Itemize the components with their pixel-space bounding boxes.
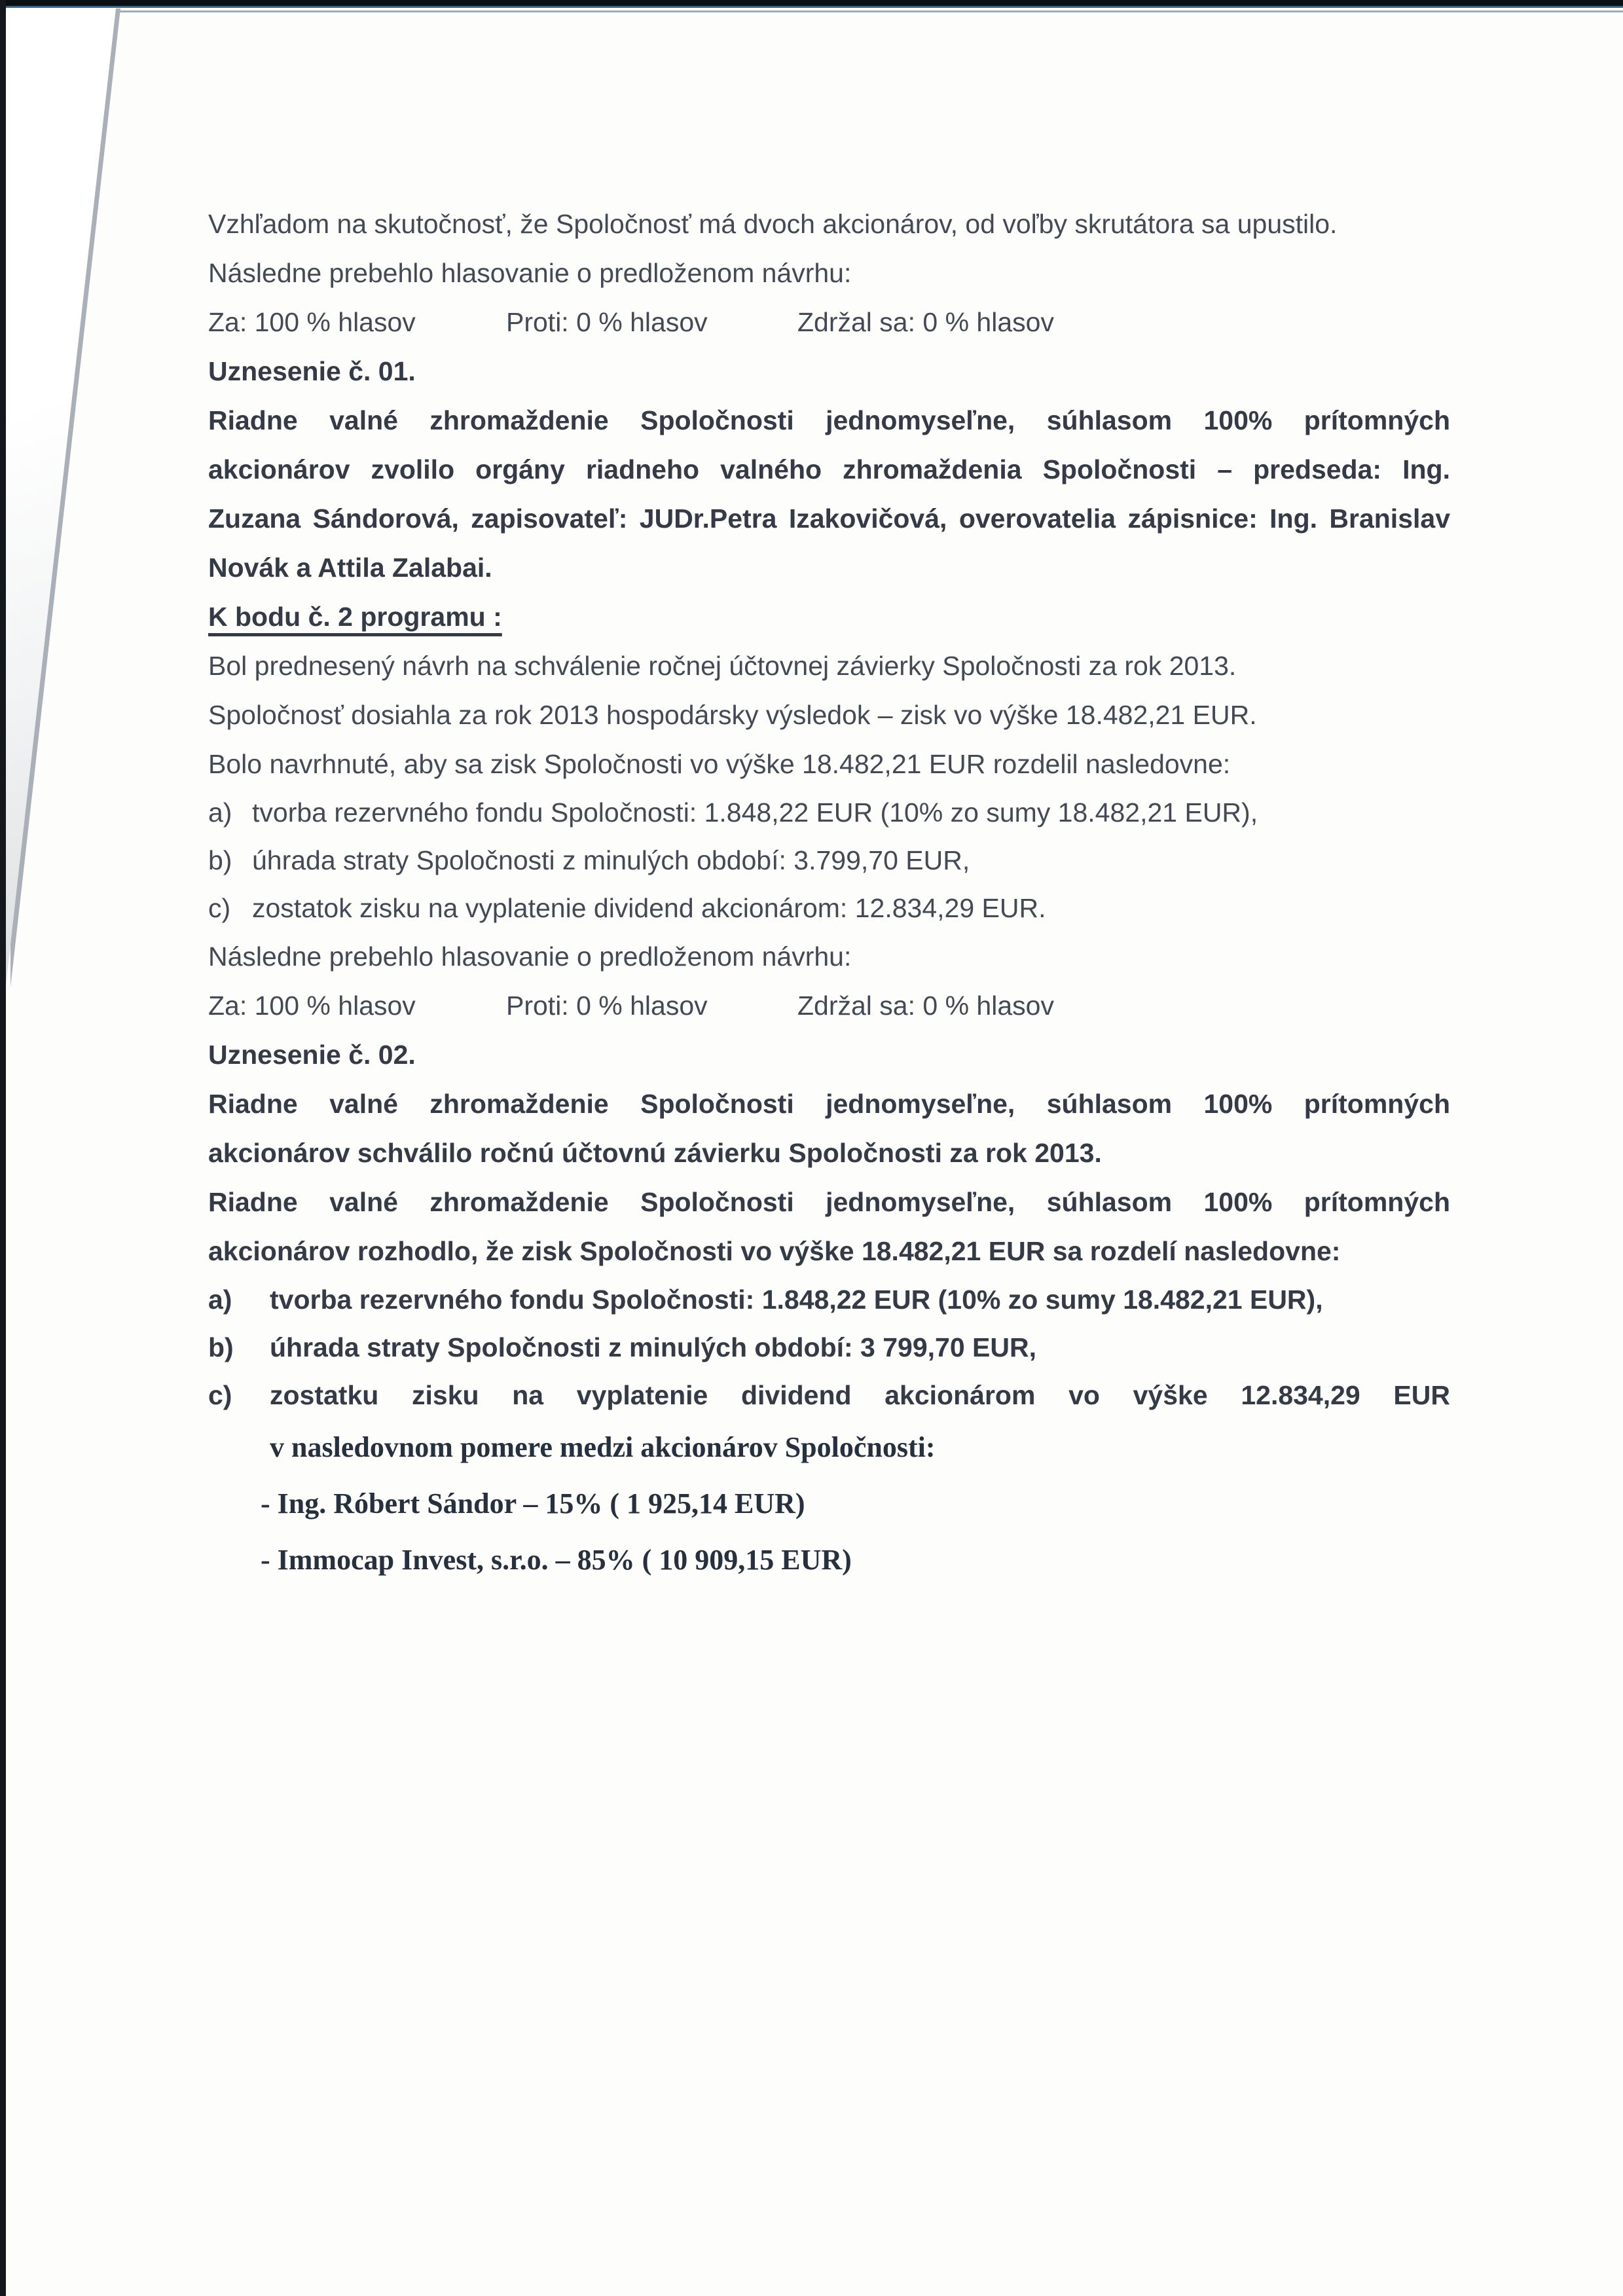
list-text: tvorba rezervného fondu Spoločnosti: 1.848,22 EUR (10% zo sumy 18.482,21 EUR), — [270, 1285, 1323, 1315]
list-item — [208, 789, 1450, 837]
resolution-2-line: Riadne valné zhromaždenie Spoločnosti jednomyseľne, súhlasom 100% prítomných — [208, 1187, 1450, 1217]
list-text: úhrada straty Spoločnosti z minulých období: 3 799,70 EUR, — [270, 1332, 1037, 1362]
paragraph-dividend-ratio: v nasledovnom pomere medzi akcionárov Spoločnosti: — [270, 1431, 936, 1463]
section-2-heading — [208, 592, 1450, 642]
list-item — [208, 837, 1450, 884]
list-marker: c) — [208, 1380, 232, 1410]
paragraph-voting-prompt-2: Následne prebehlo hlasovanie o predloženom návrhu: — [208, 941, 852, 972]
list-item — [208, 1276, 1450, 1324]
resolution-1-line: Zuzana Sándorová, zapisovateľ: JUDr.Petra Izakovičová, overovatelia zápisnice: Ing. Branislav — [208, 503, 1450, 534]
resolution-1-line: akcionárov zvolilo orgány riadneho valného zhromaždenia Spoločnosti – predseda: Ing. — [208, 454, 1450, 484]
shareholder-line: - Immocap Invest, s.r.o. – 85% ( 10 909,15 EUR) — [261, 1544, 852, 1576]
list-item — [208, 884, 1450, 932]
resolution-2-paragraph-1 — [208, 1080, 1450, 1178]
list-marker: c) — [208, 893, 231, 923]
list-item — [208, 1324, 1450, 1372]
list-text: zostatok zisku na vyplatenie dividend akcionárom: 12.834,29 EUR. — [252, 893, 1046, 923]
section-2-heading-text: K bodu č. 2 programu : — [208, 602, 502, 632]
list-item — [208, 1372, 1450, 1419]
list-marker: a) — [208, 1285, 232, 1315]
vote-za: Za: 100 % hlasov — [208, 307, 416, 337]
paragraph-intro: Vzhľadom na skutočnosť, že Spoločnosť má dvoch akcionárov, od voľby skrutátora sa upustilo. — [208, 209, 1338, 239]
paragraph-voting-prompt-1: Následne prebehlo hlasovanie o predloženom návrhu: — [208, 258, 852, 288]
vote-zdrzal: Zdržal sa: 0 % hlasov — [797, 991, 1054, 1021]
votes-row-2 — [208, 981, 1450, 1030]
paragraph-profit-result: Spoločnosť dosiahla za rok 2013 hospodársky výsledok – zisk vo výške 18.482,21 EUR. — [208, 700, 1257, 730]
profit-split-list — [208, 789, 1450, 932]
resolution-1-line: Novák a Attila Zalabai. — [208, 553, 492, 583]
profit-split-resolution-list — [208, 1276, 1450, 1419]
shareholder-line: - Ing. Róbert Sándor – 15% ( 1 925,14 EUR) — [261, 1487, 805, 1520]
list-text: úhrada straty Spoločnosti z minulých období: 3.799,70 EUR, — [252, 845, 970, 875]
vote-proti: Proti: 0 % hlasov — [506, 307, 708, 337]
resolution-1-title: Uznesenie č. 01. — [208, 356, 416, 386]
document-body — [208, 0, 1450, 1588]
resolution-1-paragraph — [208, 396, 1450, 592]
vote-proti: Proti: 0 % hlasov — [506, 991, 708, 1021]
resolution-2-line: Riadne valné zhromaždenie Spoločnosti jednomyseľne, súhlasom 100% prítomných — [208, 1089, 1450, 1119]
list-text: tvorba rezervného fondu Spoločnosti: 1.848,22 EUR (10% zo sumy 18.482,21 EUR), — [252, 797, 1258, 828]
list-marker: b) — [208, 1332, 234, 1362]
paragraph-profit-split-proposal: Bolo navrhnuté, aby sa zisk Spoločnosti vo výške 18.482,21 EUR rozdelil nasledovne: — [208, 749, 1231, 779]
resolution-2-paragraph-2 — [208, 1178, 1450, 1276]
scan-left-edge — [0, 0, 6, 2296]
list-marker: b) — [208, 845, 232, 875]
list-marker: a) — [208, 797, 232, 828]
list-text: zostatku zisku na vyplatenie dividend akcionárom vo výške 12.834,29 EUR — [270, 1380, 1450, 1410]
resolution-2-title: Uznesenie č. 02. — [208, 1040, 416, 1070]
vote-za: Za: 100 % hlasov — [208, 991, 416, 1021]
vote-zdrzal: Zdržal sa: 0 % hlasov — [797, 307, 1054, 337]
resolution-2-line: akcionárov rozhodlo, že zisk Spoločnosti vo výške 18.482,21 EUR sa rozdelí nasledovne: — [208, 1236, 1341, 1266]
votes-row-1 — [208, 298, 1450, 347]
resolution-1-line: Riadne valné zhromaždenie Spoločnosti jednomyseľne, súhlasom 100% prítomných — [208, 405, 1450, 435]
resolution-2-line: akcionárov schválilo ročnú účtovnú závierku Spoločnosti za rok 2013. — [208, 1138, 1102, 1168]
paragraph-annual-report-proposal: Bol prednesený návrh na schválenie ročnej účtovnej závierky Spoločnosti za rok 2013. — [208, 651, 1237, 681]
